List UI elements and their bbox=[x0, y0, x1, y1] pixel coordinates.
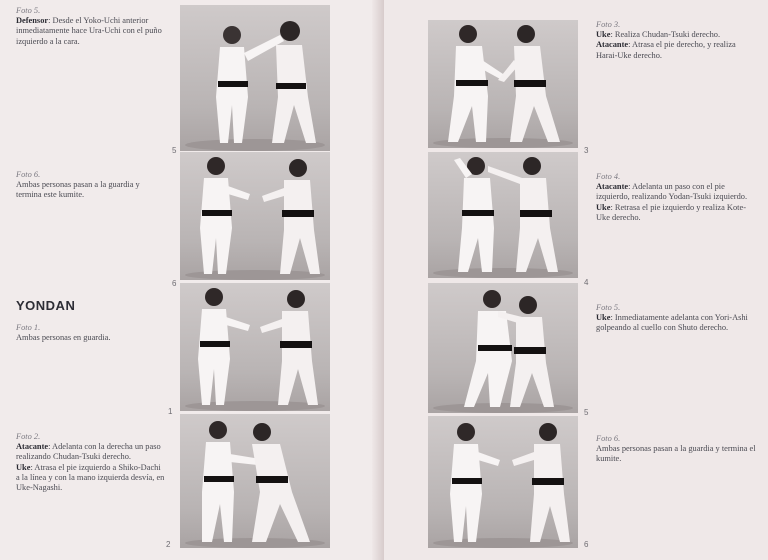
caption-label: Foto 5. bbox=[596, 303, 621, 312]
caption-right-3 bbox=[596, 303, 756, 334]
caption-role: Defensor bbox=[16, 16, 49, 26]
photo-number: 6 bbox=[172, 279, 177, 288]
photo-right-5 bbox=[428, 283, 578, 413]
caption-role: Uke bbox=[16, 462, 31, 472]
caption-label: Foto 2. bbox=[16, 432, 41, 441]
caption-role: Uke bbox=[596, 30, 611, 40]
karate-photo-graphic bbox=[428, 283, 578, 413]
caption-left-2 bbox=[16, 170, 166, 201]
photo-right-6 bbox=[428, 416, 578, 548]
caption-text: : Inmediatamente adelanta con Yori-Ashi golpeando al cuello con Shuto derecho. bbox=[596, 313, 748, 333]
photo-number: 1 bbox=[168, 407, 173, 416]
caption-left-1 bbox=[16, 6, 166, 47]
caption-text: : Adelanta un paso con el pie izquierdo, realizando Yodan-Tsuki izquierdo. bbox=[596, 182, 748, 202]
caption-role: Atacante bbox=[596, 40, 629, 50]
caption-text: Ambas personas pasan a la guardia y termina este kumite. bbox=[16, 180, 140, 200]
photo-left-1 bbox=[180, 283, 330, 411]
karate-photo-graphic bbox=[428, 152, 578, 278]
caption-right-2 bbox=[596, 172, 756, 223]
photo-number: 4 bbox=[584, 278, 589, 287]
caption-text: : Atrasa el pie izquierdo a Shiko-Dachi a la línea y con la mano izquierda desvía, en Uke-Nagashi. bbox=[16, 462, 165, 493]
caption-right-1 bbox=[596, 20, 756, 61]
section-title: YONDAN bbox=[16, 298, 76, 313]
karate-photo-graphic bbox=[428, 416, 578, 548]
caption-left-4 bbox=[16, 432, 166, 493]
caption-text: : Atrasa el pie derecho, y realiza Harai-Uke derecho. bbox=[596, 40, 736, 60]
caption-text: Ambas personas en guardia. bbox=[16, 333, 111, 343]
caption-role: Atacante bbox=[596, 182, 629, 192]
caption-right-4 bbox=[596, 434, 756, 465]
caption-text: : Desde el Yoko-Uchi anterior inmediatamente hace Ura-Uchi con el puño izquierdo a la cara. bbox=[16, 16, 162, 46]
caption-label: Foto 6. bbox=[596, 434, 621, 443]
photo-left-6 bbox=[180, 152, 330, 280]
caption-role: Uke bbox=[596, 313, 611, 323]
karate-photo-graphic bbox=[180, 5, 330, 151]
photo-left-5 bbox=[180, 5, 330, 151]
karate-photo-graphic bbox=[180, 414, 330, 548]
photo-number: 6 bbox=[584, 540, 589, 549]
photo-number: 5 bbox=[584, 408, 589, 417]
caption-label: Foto 1. bbox=[16, 323, 41, 332]
caption-label: Foto 5. bbox=[16, 6, 41, 15]
right-page bbox=[384, 0, 768, 560]
caption-left-3 bbox=[16, 323, 166, 343]
caption-role: Uke bbox=[596, 202, 611, 212]
photo-number: 2 bbox=[166, 540, 171, 549]
photo-number: 3 bbox=[584, 146, 589, 155]
caption-text: : Realiza Chudan-Tsuki derecho. bbox=[610, 30, 721, 40]
caption-label: Foto 6. bbox=[16, 170, 41, 179]
caption-text: : Retrasa el pie izquierdo y realiza Kote-Uke derecho. bbox=[596, 202, 747, 222]
photo-right-4 bbox=[428, 152, 578, 278]
caption-text: Ambas personas pasan a la guardia y termina el kumite. bbox=[596, 444, 756, 464]
caption-text: : Adelanta con la derecha un paso realizando Chudan-Tsuki derecho. bbox=[16, 442, 161, 462]
caption-role: Atacante bbox=[16, 442, 49, 452]
karate-photo-graphic bbox=[180, 283, 330, 411]
karate-photo-graphic bbox=[180, 152, 330, 280]
photo-left-2 bbox=[180, 414, 330, 548]
karate-photo-graphic bbox=[428, 20, 578, 148]
photo-number: 5 bbox=[172, 146, 177, 155]
caption-label: Foto 4. bbox=[596, 172, 621, 181]
caption-label: Foto 3. bbox=[596, 20, 621, 29]
photo-right-3 bbox=[428, 20, 578, 148]
